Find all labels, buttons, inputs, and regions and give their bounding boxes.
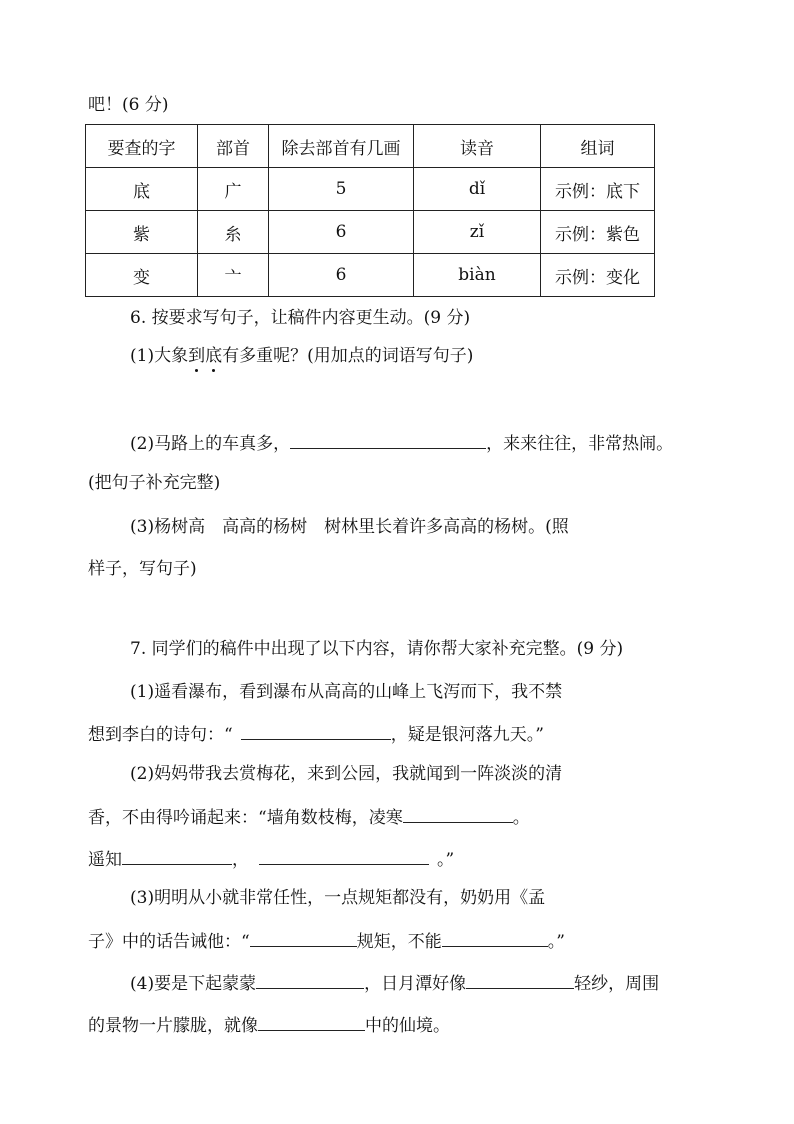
- text: 有多重呢？(用加点的词语写句子): [222, 346, 474, 366]
- table-cell: 5: [269, 168, 414, 211]
- question-5-tail: 吧！(6 分): [88, 95, 169, 115]
- text: 想到李白的诗句：“: [88, 725, 233, 745]
- table-row: [86, 211, 655, 254]
- question-7-title: 7. 同学们的稿件中出现了以下内容，请你帮大家补充完整。(9 分): [130, 639, 624, 659]
- question-6-part-3-cont: 样子，写句子): [88, 559, 197, 579]
- text: 。”: [437, 850, 455, 870]
- question-7-part-2-cont: [88, 804, 530, 830]
- question-6-part-2: [130, 430, 673, 456]
- answer-blank[interactable]: [403, 804, 513, 823]
- text: ，来来往往，非常热闹。: [486, 434, 674, 454]
- text: 。: [512, 808, 530, 828]
- answer-blank[interactable]: [290, 430, 486, 449]
- text: ，: [232, 850, 249, 870]
- text: 子》中的话告诫他：“: [88, 932, 250, 952]
- table-header-row: [86, 125, 655, 168]
- answer-blank[interactable]: [258, 1012, 365, 1031]
- answer-blank[interactable]: [250, 928, 357, 947]
- question-7-part-2-cont2: [88, 846, 454, 872]
- table-header-cell: 部首: [198, 125, 269, 168]
- table-cell: biàn: [414, 254, 541, 297]
- text: 遥知: [88, 850, 122, 870]
- table-cell: zǐ: [414, 211, 541, 254]
- dotted-char: 底: [205, 346, 223, 366]
- table-cell: 亠: [198, 254, 269, 297]
- table-cell: 紫: [86, 211, 198, 254]
- text: 中的仙境。: [365, 1016, 450, 1036]
- question-7-part-3: (3)明明从小就非常任性，一点规矩都没有，奶奶用《孟: [130, 888, 546, 908]
- text: 香，不由得吟诵起来：“墙角数枝梅，凌寒: [88, 808, 403, 828]
- answer-blank[interactable]: [256, 970, 364, 989]
- text: 。”: [547, 932, 565, 952]
- table-cell: 示例：底下: [541, 168, 655, 211]
- text: 的景物一片朦胧，就像: [88, 1016, 258, 1036]
- question-6-part-2-note: (把句子补充完整): [88, 473, 221, 493]
- question-6-part-1: [130, 344, 473, 368]
- table-row: [86, 168, 655, 211]
- question-7-part-4: [130, 970, 659, 996]
- table-cell: 示例：紫色: [541, 211, 655, 254]
- table-cell: 糸: [198, 211, 269, 254]
- answer-blank[interactable]: [122, 846, 232, 865]
- text: 规矩，不能: [356, 932, 442, 952]
- dotted-char: 到: [188, 346, 206, 366]
- question-7-part-1: (1)遥看瀑布，看到瀑布从高高的山峰上飞泻而下，我不禁: [130, 682, 563, 702]
- question-6-part-3: (3)杨树高 高高的杨树 树林里长着许多高高的杨树。(照: [130, 517, 569, 537]
- text: (1)大象: [130, 346, 189, 366]
- question-7-part-3-cont: [88, 928, 565, 954]
- text: 轻纱，周围: [574, 974, 660, 994]
- answer-blank[interactable]: [241, 721, 391, 740]
- text: ，疑是银河落九天。”: [390, 725, 544, 745]
- text: ，日月潭好像: [364, 974, 467, 994]
- answer-blank[interactable]: [442, 928, 548, 947]
- answer-blank[interactable]: [466, 970, 574, 989]
- table-cell: 示例：变化: [541, 254, 655, 297]
- table-header-cell: 要查的字: [86, 125, 198, 168]
- dictionary-table: [85, 124, 655, 297]
- table-header-cell: 除去部首有几画: [269, 125, 414, 168]
- text: (2)马路上的车真多，: [130, 434, 291, 454]
- table-cell: dǐ: [414, 168, 541, 211]
- question-7-part-2: (2)妈妈带我去赏梅花，来到公园，我就闻到一阵淡淡的清: [130, 764, 563, 784]
- table-cell: 6: [269, 211, 414, 254]
- question-6-title: 6. 按要求写句子，让稿件内容更生动。(9 分): [130, 308, 471, 328]
- answer-blank[interactable]: [259, 846, 429, 865]
- table-header-cell: 读音: [414, 125, 541, 168]
- text: (4)要是下起蒙蒙: [130, 974, 257, 994]
- question-7-part-1-cont: [88, 721, 544, 747]
- table-cell: 变: [86, 254, 198, 297]
- question-7-part-4-cont: [88, 1012, 450, 1038]
- table-cell: 广: [198, 168, 269, 211]
- table-header-cell: 组词: [541, 125, 655, 168]
- table-cell: 6: [269, 254, 414, 297]
- table-row: [86, 254, 655, 297]
- table-cell: 底: [86, 168, 198, 211]
